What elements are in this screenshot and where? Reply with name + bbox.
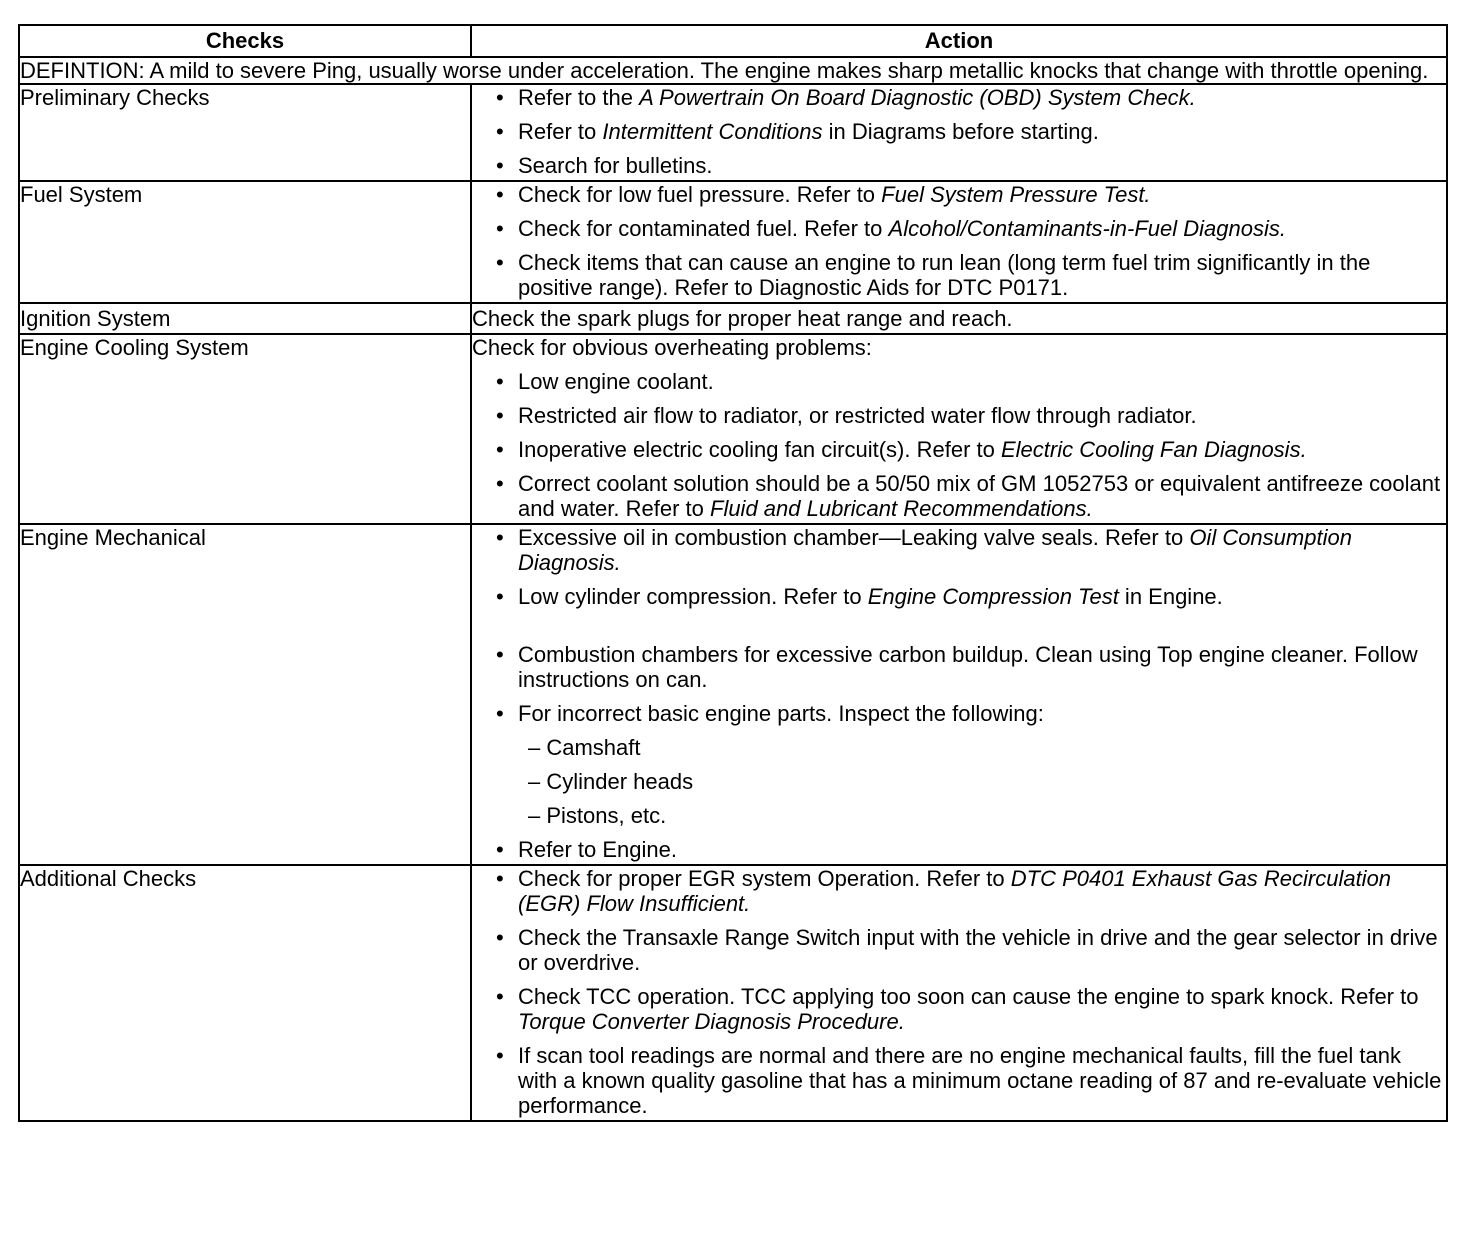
item-text: Low cylinder compression. Refer to xyxy=(518,584,868,609)
item-text: in Diagrams before starting. xyxy=(822,119,1099,144)
item-reference: Oil Consumption Diagnosis. xyxy=(518,525,1352,575)
action-intro: Check for obvious overheating problems: xyxy=(472,335,872,360)
item-reference: Torque Converter Diagnosis Procedure. xyxy=(518,1009,905,1034)
item-text: Refer to the xyxy=(518,85,640,110)
check-label: Engine Mechanical xyxy=(19,524,471,865)
list-item xyxy=(518,701,1446,828)
list-item xyxy=(518,85,1446,110)
list-item xyxy=(518,471,1446,521)
item-text: For incorrect basic engine parts. Inspect the following: xyxy=(518,701,1044,726)
action-cell xyxy=(471,181,1447,303)
check-label: Fuel System xyxy=(19,181,471,303)
row-engine-mechanical xyxy=(19,524,1447,865)
list-item xyxy=(518,984,1446,1034)
row-preliminary-checks xyxy=(19,84,1447,181)
sub-item: – Pistons, etc. xyxy=(528,803,1446,828)
header-checks: Checks xyxy=(19,25,471,57)
item-text: Check for contaminated fuel. Refer to xyxy=(518,216,889,241)
list-item: • Restricted air flow to radiator, or restricted water flow through radiator. xyxy=(518,403,1446,428)
list-item: • Check items that can cause an engine to run lean (long term fuel trim significantly in the positive range). Refer to Diagnostic Aids for DTC P0171. xyxy=(518,250,1446,300)
item-reference: DTC P0401 Exhaust Gas Recirculation (EGR) Flow Insufficient. xyxy=(518,866,1392,916)
item-text: Inoperative electric cooling fan circuit(s). Refer to xyxy=(518,437,1001,462)
check-label: Preliminary Checks xyxy=(19,84,471,181)
item-text: Check TCC operation. TCC applying too soon can cause the engine to spark knock. Refer to xyxy=(518,984,1419,1009)
item-text: Check for low fuel pressure. Refer to xyxy=(518,182,882,207)
header-action: Action xyxy=(471,25,1447,57)
action-cell xyxy=(471,524,1447,865)
item-text: Refer to xyxy=(518,119,603,144)
item-reference: Alcohol/Contaminants-in-Fuel Diagnosis. xyxy=(888,216,1286,241)
check-label: Engine Cooling System xyxy=(19,334,471,524)
list-item xyxy=(518,437,1446,462)
list-item xyxy=(518,119,1446,144)
list-item xyxy=(518,216,1446,241)
header-row xyxy=(19,25,1447,57)
item-reference: Engine Compression Test xyxy=(867,584,1119,609)
list-item: • Low engine coolant. xyxy=(518,369,1446,394)
list-item xyxy=(518,525,1446,575)
item-reference: Intermittent Conditions xyxy=(602,119,823,144)
item-reference: A Powertrain On Board Diagnostic (OBD) System Check. xyxy=(639,85,1196,110)
item-reference: Fuel System Pressure Test. xyxy=(881,182,1151,207)
list-item: • Combustion chambers for excessive carbon buildup. Clean using Top engine cleaner. Follow instructions on can. xyxy=(518,642,1446,692)
row-engine-cooling-system xyxy=(19,334,1447,524)
item-reference: Fluid and Lubricant Recommendations. xyxy=(710,496,1093,521)
sub-item: – Camshaft xyxy=(528,735,1446,760)
item-reference: Electric Cooling Fan Diagnosis. xyxy=(1000,437,1307,462)
list-item: • If scan tool readings are normal and there are no engine mechanical faults, fill the fuel tank with a known quality gasoline that has a minimum octane reading of 87 and re-evaluate vehicle performance. xyxy=(518,1043,1446,1118)
sub-item: – Cylinder heads xyxy=(528,769,1446,794)
diagnostic-table xyxy=(18,24,1448,1122)
list-item xyxy=(518,584,1446,633)
item-text: in Engine. xyxy=(1118,584,1223,609)
item-text: Excessive oil in combustion chamber—Leaking valve seals. Refer to xyxy=(518,525,1190,550)
definition-row xyxy=(19,57,1447,84)
row-ignition-system xyxy=(19,303,1447,334)
item-text: Check for proper EGR system Operation. Refer to xyxy=(518,866,1011,891)
list-item: • Search for bulletins. xyxy=(518,153,1446,178)
action-cell xyxy=(471,865,1447,1121)
row-additional-checks xyxy=(19,865,1447,1121)
item-text: Correct coolant solution should be a 50/50 mix of GM 1052753 or equivalent antifreeze coolant and water. Refer to xyxy=(518,471,1441,521)
list-item: • Refer to Engine. xyxy=(518,837,1446,862)
action-cell xyxy=(471,84,1447,181)
list-item xyxy=(518,866,1446,916)
action-text: Check the spark plugs for proper heat range and reach. xyxy=(471,303,1447,334)
check-label: Ignition System xyxy=(19,303,471,334)
row-fuel-system xyxy=(19,181,1447,303)
check-label: Additional Checks xyxy=(19,865,471,1121)
definition-text: DEFINTION: A mild to severe Ping, usually worse under acceleration. The engine makes sharp metallic knocks that change with throttle opening. xyxy=(19,57,1447,84)
list-item xyxy=(518,182,1446,207)
action-cell xyxy=(471,334,1447,524)
list-item: • Check the Transaxle Range Switch input with the vehicle in drive and the gear selector in drive or overdrive. xyxy=(518,925,1446,975)
